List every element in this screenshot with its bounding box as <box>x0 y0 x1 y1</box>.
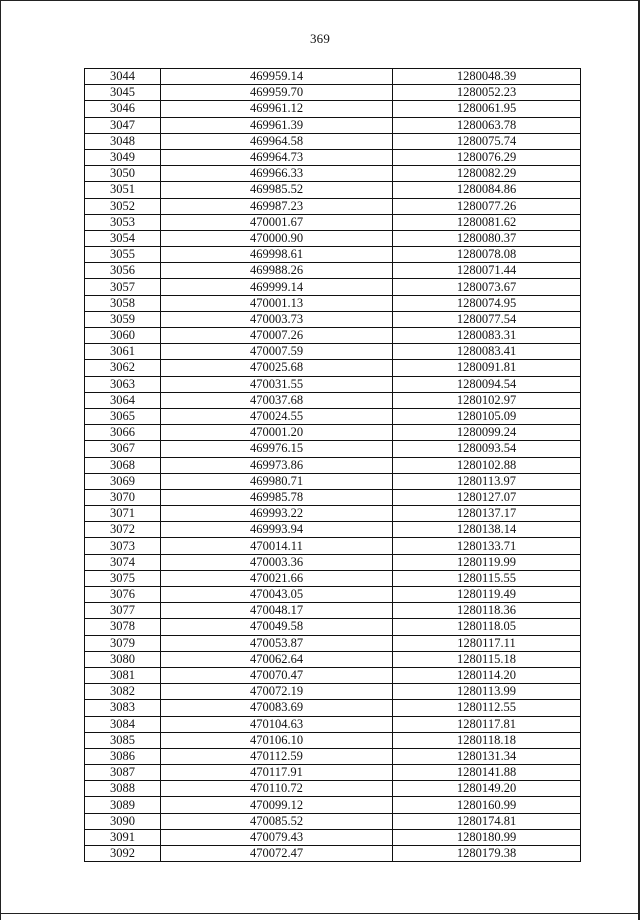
point-number-cell: 3045 <box>85 85 161 101</box>
y-coordinate-cell: 1280117.81 <box>393 716 581 732</box>
coordinates-table <box>84 68 581 862</box>
point-number-cell: 3087 <box>85 765 161 781</box>
table-row <box>85 360 581 376</box>
y-coordinate-cell: 1280080.37 <box>393 230 581 246</box>
y-coordinate-cell: 1280076.29 <box>393 149 581 165</box>
x-coordinate-cell: 469987.23 <box>161 198 393 214</box>
point-number-cell: 3046 <box>85 101 161 117</box>
coordinates-table-body <box>85 69 581 862</box>
point-number-cell: 3091 <box>85 829 161 845</box>
x-coordinate-cell: 470007.59 <box>161 344 393 360</box>
point-number-cell: 3081 <box>85 667 161 683</box>
x-coordinate-cell: 470079.43 <box>161 829 393 845</box>
x-coordinate-cell: 470043.05 <box>161 587 393 603</box>
table-row <box>85 425 581 441</box>
point-number-cell: 3077 <box>85 603 161 619</box>
x-coordinate-cell: 470062.64 <box>161 651 393 667</box>
table-row <box>85 441 581 457</box>
point-number-cell: 3049 <box>85 149 161 165</box>
x-coordinate-cell: 470001.67 <box>161 214 393 230</box>
y-coordinate-cell: 1280119.99 <box>393 554 581 570</box>
point-number-cell: 3065 <box>85 408 161 424</box>
table-row <box>85 716 581 732</box>
y-coordinate-cell: 1280099.24 <box>393 425 581 441</box>
x-coordinate-cell: 469973.86 <box>161 457 393 473</box>
point-number-cell: 3058 <box>85 295 161 311</box>
y-coordinate-cell: 1280113.97 <box>393 473 581 489</box>
y-coordinate-cell: 1280174.81 <box>393 813 581 829</box>
table-row <box>85 101 581 117</box>
y-coordinate-cell: 1280118.18 <box>393 732 581 748</box>
point-number-cell: 3092 <box>85 846 161 862</box>
y-coordinate-cell: 1280117.11 <box>393 635 581 651</box>
y-coordinate-cell: 1280105.09 <box>393 408 581 424</box>
page-edge-top <box>0 0 640 1</box>
point-number-cell: 3090 <box>85 813 161 829</box>
x-coordinate-cell: 470037.68 <box>161 392 393 408</box>
x-coordinate-cell: 469961.39 <box>161 117 393 133</box>
point-number-cell: 3082 <box>85 684 161 700</box>
point-number-cell: 3080 <box>85 651 161 667</box>
point-number-cell: 3072 <box>85 522 161 538</box>
page-edge-bottom <box>0 913 640 914</box>
table-row <box>85 489 581 505</box>
table-row <box>85 829 581 845</box>
y-coordinate-cell: 1280115.18 <box>393 651 581 667</box>
point-number-cell: 3073 <box>85 538 161 554</box>
y-coordinate-cell: 1280081.62 <box>393 214 581 230</box>
y-coordinate-cell: 1280073.67 <box>393 279 581 295</box>
x-coordinate-cell: 470021.66 <box>161 570 393 586</box>
point-number-cell: 3078 <box>85 619 161 635</box>
table-row <box>85 587 581 603</box>
x-coordinate-cell: 470104.63 <box>161 716 393 732</box>
point-number-cell: 3051 <box>85 182 161 198</box>
table-row <box>85 328 581 344</box>
table-row <box>85 263 581 279</box>
table-row <box>85 311 581 327</box>
table-row <box>85 69 581 85</box>
point-number-cell: 3061 <box>85 344 161 360</box>
y-coordinate-cell: 1280078.08 <box>393 247 581 263</box>
table-row <box>85 522 581 538</box>
point-number-cell: 3067 <box>85 441 161 457</box>
table-row <box>85 781 581 797</box>
table-row <box>85 149 581 165</box>
x-coordinate-cell: 469993.94 <box>161 522 393 538</box>
y-coordinate-cell: 1280091.81 <box>393 360 581 376</box>
x-coordinate-cell: 470001.13 <box>161 295 393 311</box>
table-row <box>85 554 581 570</box>
y-coordinate-cell: 1280112.55 <box>393 700 581 716</box>
y-coordinate-cell: 1280048.39 <box>393 69 581 85</box>
point-number-cell: 3064 <box>85 392 161 408</box>
table-row <box>85 700 581 716</box>
page-number: 369 <box>309 31 331 46</box>
point-number-cell: 3054 <box>85 230 161 246</box>
y-coordinate-cell: 1280083.31 <box>393 328 581 344</box>
table-row <box>85 684 581 700</box>
table-row <box>85 813 581 829</box>
y-coordinate-cell: 1280118.05 <box>393 619 581 635</box>
y-coordinate-cell: 1280160.99 <box>393 797 581 813</box>
x-coordinate-cell: 470110.72 <box>161 781 393 797</box>
point-number-cell: 3048 <box>85 133 161 149</box>
table-row <box>85 506 581 522</box>
point-number-cell: 3044 <box>85 69 161 85</box>
table-row <box>85 846 581 862</box>
point-number-cell: 3059 <box>85 311 161 327</box>
table-row <box>85 635 581 651</box>
x-coordinate-cell: 470072.47 <box>161 846 393 862</box>
table-row <box>85 765 581 781</box>
point-number-cell: 3060 <box>85 328 161 344</box>
y-coordinate-cell: 1280102.88 <box>393 457 581 473</box>
y-coordinate-cell: 1280094.54 <box>393 376 581 392</box>
x-coordinate-cell: 469985.52 <box>161 182 393 198</box>
x-coordinate-cell: 469985.78 <box>161 489 393 505</box>
point-number-cell: 3075 <box>85 570 161 586</box>
x-coordinate-cell: 470048.17 <box>161 603 393 619</box>
point-number-cell: 3070 <box>85 489 161 505</box>
y-coordinate-cell: 1280071.44 <box>393 263 581 279</box>
table-row <box>85 408 581 424</box>
x-coordinate-cell: 470014.11 <box>161 538 393 554</box>
table-row <box>85 344 581 360</box>
y-coordinate-cell: 1280138.14 <box>393 522 581 538</box>
x-coordinate-cell: 470025.68 <box>161 360 393 376</box>
x-coordinate-cell: 469998.61 <box>161 247 393 263</box>
y-coordinate-cell: 1280061.95 <box>393 101 581 117</box>
y-coordinate-cell: 1280118.36 <box>393 603 581 619</box>
point-number-cell: 3062 <box>85 360 161 376</box>
point-number-cell: 3083 <box>85 700 161 716</box>
x-coordinate-cell: 470072.19 <box>161 684 393 700</box>
table-row <box>85 732 581 748</box>
x-coordinate-cell: 470112.59 <box>161 748 393 764</box>
point-number-cell: 3071 <box>85 506 161 522</box>
x-coordinate-cell: 470000.90 <box>161 230 393 246</box>
point-number-cell: 3074 <box>85 554 161 570</box>
x-coordinate-cell: 469999.14 <box>161 279 393 295</box>
table-row <box>85 85 581 101</box>
x-coordinate-cell: 469966.33 <box>161 166 393 182</box>
point-number-cell: 3057 <box>85 279 161 295</box>
y-coordinate-cell: 1280180.99 <box>393 829 581 845</box>
y-coordinate-cell: 1280102.97 <box>393 392 581 408</box>
x-coordinate-cell: 470001.20 <box>161 425 393 441</box>
point-number-cell: 3053 <box>85 214 161 230</box>
point-number-cell: 3069 <box>85 473 161 489</box>
y-coordinate-cell: 1280149.20 <box>393 781 581 797</box>
point-number-cell: 3079 <box>85 635 161 651</box>
x-coordinate-cell: 469964.73 <box>161 149 393 165</box>
point-number-cell: 3050 <box>85 166 161 182</box>
point-number-cell: 3089 <box>85 797 161 813</box>
point-number-cell: 3052 <box>85 198 161 214</box>
y-coordinate-cell: 1280113.99 <box>393 684 581 700</box>
y-coordinate-cell: 1280075.74 <box>393 133 581 149</box>
x-coordinate-cell: 469959.14 <box>161 69 393 85</box>
point-number-cell: 3085 <box>85 732 161 748</box>
table-row <box>85 570 581 586</box>
x-coordinate-cell: 469961.12 <box>161 101 393 117</box>
x-coordinate-cell: 470106.10 <box>161 732 393 748</box>
y-coordinate-cell: 1280141.88 <box>393 765 581 781</box>
y-coordinate-cell: 1280127.07 <box>393 489 581 505</box>
table-row <box>85 214 581 230</box>
y-coordinate-cell: 1280074.95 <box>393 295 581 311</box>
table-row <box>85 619 581 635</box>
y-coordinate-cell: 1280115.55 <box>393 570 581 586</box>
point-number-cell: 3076 <box>85 587 161 603</box>
table-row <box>85 230 581 246</box>
point-number-cell: 3066 <box>85 425 161 441</box>
point-number-cell: 3086 <box>85 748 161 764</box>
x-coordinate-cell: 470003.73 <box>161 311 393 327</box>
table-row <box>85 182 581 198</box>
y-coordinate-cell: 1280077.26 <box>393 198 581 214</box>
table-row <box>85 457 581 473</box>
y-coordinate-cell: 1280137.17 <box>393 506 581 522</box>
x-coordinate-cell: 470049.58 <box>161 619 393 635</box>
point-number-cell: 3047 <box>85 117 161 133</box>
y-coordinate-cell: 1280133.71 <box>393 538 581 554</box>
table-row <box>85 748 581 764</box>
y-coordinate-cell: 1280119.49 <box>393 587 581 603</box>
table-row <box>85 117 581 133</box>
x-coordinate-cell: 470099.12 <box>161 797 393 813</box>
x-coordinate-cell: 469964.58 <box>161 133 393 149</box>
point-number-cell: 3084 <box>85 716 161 732</box>
y-coordinate-cell: 1280063.78 <box>393 117 581 133</box>
table-row <box>85 295 581 311</box>
table-row <box>85 376 581 392</box>
y-coordinate-cell: 1280093.54 <box>393 441 581 457</box>
point-number-cell: 3088 <box>85 781 161 797</box>
x-coordinate-cell: 469988.26 <box>161 263 393 279</box>
table-row <box>85 279 581 295</box>
y-coordinate-cell: 1280083.41 <box>393 344 581 360</box>
x-coordinate-cell: 470003.36 <box>161 554 393 570</box>
x-coordinate-cell: 469980.71 <box>161 473 393 489</box>
point-number-cell: 3068 <box>85 457 161 473</box>
x-coordinate-cell: 470083.69 <box>161 700 393 716</box>
x-coordinate-cell: 470053.87 <box>161 635 393 651</box>
y-coordinate-cell: 1280114.20 <box>393 667 581 683</box>
x-coordinate-cell: 470070.47 <box>161 667 393 683</box>
x-coordinate-cell: 470117.91 <box>161 765 393 781</box>
x-coordinate-cell: 469959.70 <box>161 85 393 101</box>
table-row <box>85 797 581 813</box>
table-row <box>85 603 581 619</box>
y-coordinate-cell: 1280084.86 <box>393 182 581 198</box>
page-edge-left <box>0 0 1 920</box>
y-coordinate-cell: 1280052.23 <box>393 85 581 101</box>
table-row <box>85 166 581 182</box>
x-coordinate-cell: 469993.22 <box>161 506 393 522</box>
x-coordinate-cell: 470024.55 <box>161 408 393 424</box>
x-coordinate-cell: 470085.52 <box>161 813 393 829</box>
table-row <box>85 651 581 667</box>
table-row <box>85 667 581 683</box>
table-row <box>85 538 581 554</box>
point-number-cell: 3063 <box>85 376 161 392</box>
point-number-cell: 3056 <box>85 263 161 279</box>
y-coordinate-cell: 1280131.34 <box>393 748 581 764</box>
table-row <box>85 392 581 408</box>
table-row <box>85 133 581 149</box>
y-coordinate-cell: 1280077.54 <box>393 311 581 327</box>
x-coordinate-cell: 469976.15 <box>161 441 393 457</box>
table-row <box>85 198 581 214</box>
x-coordinate-cell: 470031.55 <box>161 376 393 392</box>
x-coordinate-cell: 470007.26 <box>161 328 393 344</box>
table-row <box>85 247 581 263</box>
table-row <box>85 473 581 489</box>
y-coordinate-cell: 1280179.38 <box>393 846 581 862</box>
y-coordinate-cell: 1280082.29 <box>393 166 581 182</box>
point-number-cell: 3055 <box>85 247 161 263</box>
